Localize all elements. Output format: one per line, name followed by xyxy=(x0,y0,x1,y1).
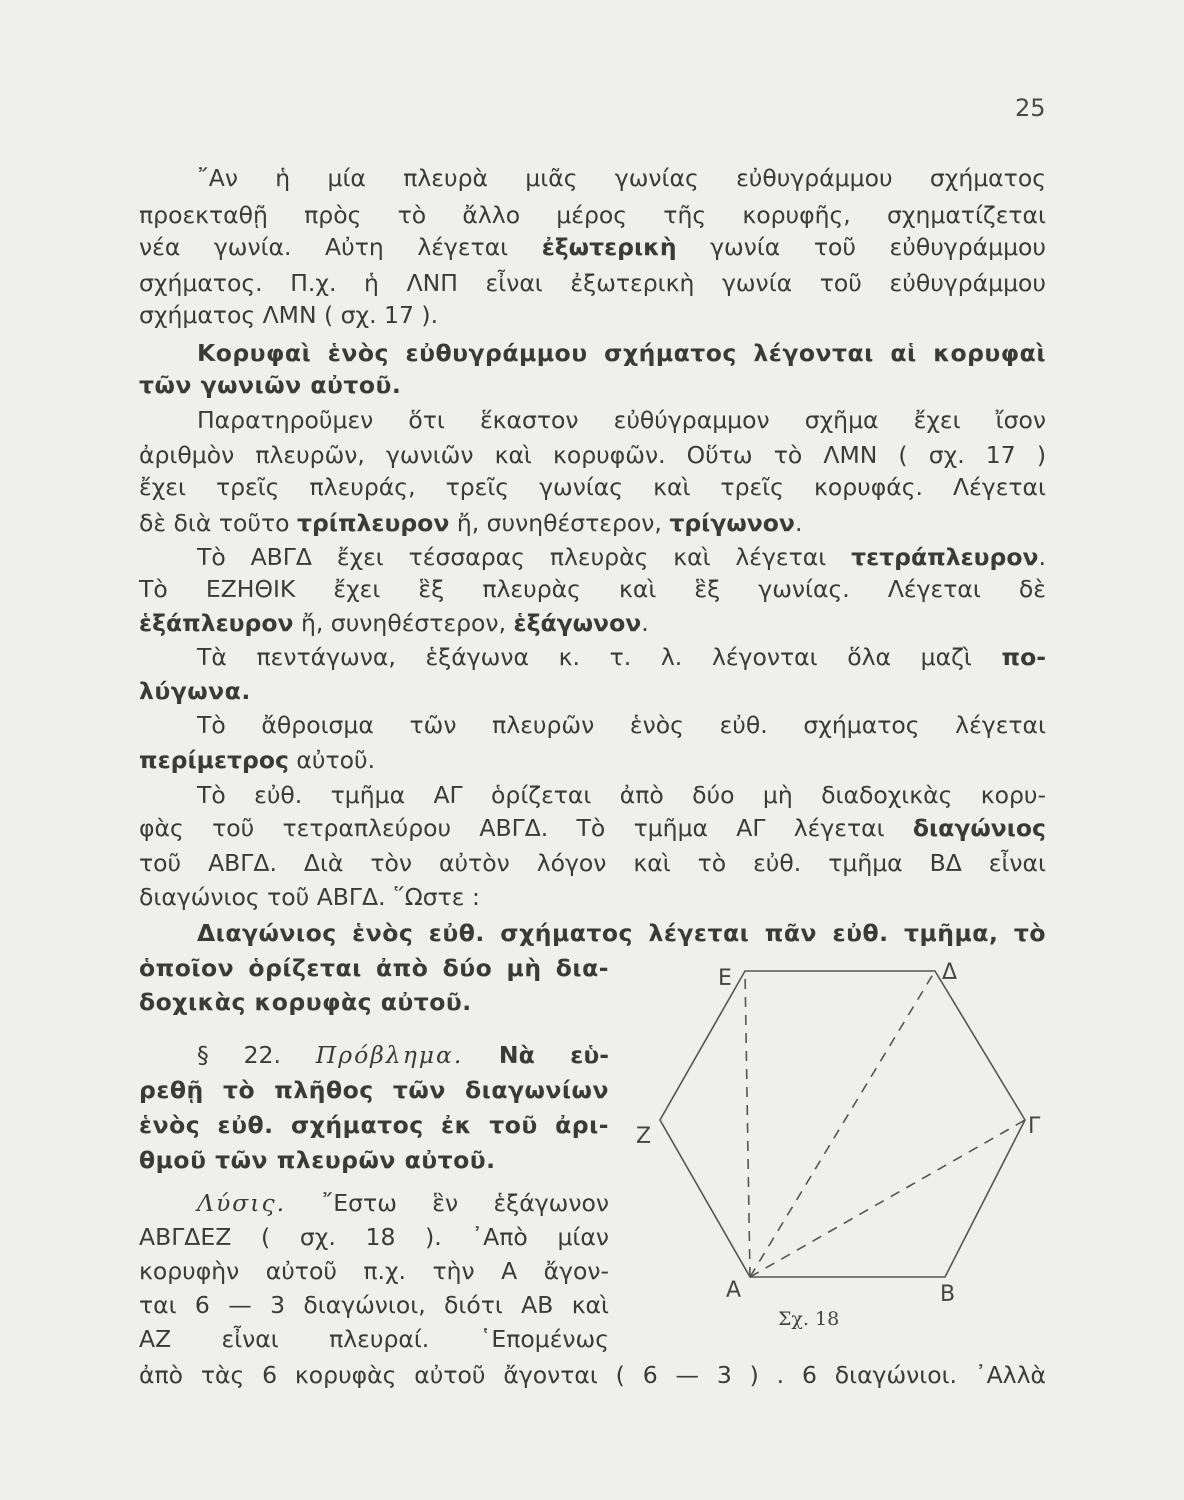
text-line: προεκταθῇ πρὸς τὸ ἄλλο μέρος τῆς κορυφῆς, σχηματίζεται xyxy=(139,201,1046,229)
text-line: διαγώνιος τοῦ ΑΒΓΔ. ῞Ωστε : xyxy=(139,883,480,911)
label-A: Α xyxy=(726,1278,742,1303)
text-line: ἑξάπλευρον ἤ, συνηθέστερον, ἑξάγωνον. xyxy=(139,609,649,637)
text-line: Τὸ εὐθ. τμῆμα ΑΓ ὁρίζεται ἀπὸ δύο μὴ διαδοχικὰς κορυ- xyxy=(197,781,1046,809)
definition-line: δοχικὰς κορυφὰς αὐτοῦ. xyxy=(139,988,472,1016)
solution-line: ΑΒΓΔΕΖ ( σχ. 18 ). ᾿Απὸ μίαν xyxy=(139,1223,609,1251)
hexagon-outline xyxy=(660,971,1025,1277)
text-line: Τὸ ἄθροισμα τῶν πλευρῶν ἑνὸς εὐθ. σχήματος λέγεται xyxy=(197,711,1046,739)
text-line: σχήματος ΛΜΝ ( σχ. 17 ). xyxy=(139,301,439,329)
text-line: σχήματος. Π.χ. ἡ ΛΝΠ εἶναι ἐξωτερικὴ γωνία τοῦ εὐθυγράμμου xyxy=(139,269,1046,297)
label-D: Δ xyxy=(942,960,958,985)
hexagon-figure xyxy=(630,955,1070,1345)
text-line: Τὰ πεντάγωνα, ἑξάγωνα κ. τ. λ. λέγονται ὅλα μαζὶ πο- xyxy=(197,643,1046,671)
definition-line: Διαγώνιος ἑνὸς εὐθ. σχήματος λέγεται πᾶν εὐθ. τμῆμα, τὸ xyxy=(197,919,1046,947)
text-line: τοῦ ΑΒΓΔ. Διὰ τὸν αὐτὸν λόγον καὶ τὸ εὐθ. τμῆμα ΒΔ εἶναι xyxy=(139,849,1046,877)
problem-line: ρεθῇ τὸ πλῆθος τῶν διαγωνίων xyxy=(139,1076,609,1104)
text-line: ἔχει τρεῖς πλευράς, τρεῖς γωνίας καὶ τρεῖς κορυφάς. Λέγεται xyxy=(139,473,1046,501)
text-line: νέα γωνία. Αὐτη λέγεται ἐξωτερικὴ γωνία τοῦ εὐθυγράμμου xyxy=(139,233,1046,261)
text-line: Τὸ ΕΖΗΘΙΚ ἔχει ἓξ πλευρὰς καὶ ἓξ γωνίας. Λέγεται δὲ xyxy=(139,575,1046,603)
problem-line: ἑνὸς εὐθ. σχήματος ἐκ τοῦ ἀρι- xyxy=(139,1111,609,1139)
page-number: 25 xyxy=(1015,94,1046,122)
definition-line: ὁποῖον ὁρίζεται ἀπὸ δύο μὴ δια- xyxy=(139,954,609,982)
problem-heading: § 22. Πρόβλημα. Νὰ εὑ- xyxy=(197,1041,609,1069)
label-Z: Ζ xyxy=(636,1124,652,1149)
problem-line: θμοῦ τῶν πλευρῶν αὐτοῦ. xyxy=(139,1146,496,1174)
definition-line: τῶν γωνιῶν αὐτοῦ. xyxy=(139,371,402,399)
solution-line: ται 6 — 3 διαγώνιοι, διότι ΑΒ καὶ xyxy=(139,1291,609,1319)
figure-caption: Σχ. 18 xyxy=(778,1308,840,1330)
diagonal-AE xyxy=(745,971,750,1277)
term-exterior: ἐξωτερικὴ xyxy=(541,233,677,261)
label-G: Γ xyxy=(1028,1114,1041,1139)
label-E: Ε xyxy=(718,966,732,991)
diagonal-AG xyxy=(750,1120,1025,1277)
text-line: Παρατηροῦμεν ὅτι ἕκαστον εὐθύγραμμον σχῆμα ἔχει ἴσον xyxy=(197,406,1046,434)
solution-line: κορυφὴν αὐτοῦ π.χ. τὴν Α ἄγον- xyxy=(139,1257,609,1285)
label-B: Β xyxy=(940,1282,956,1307)
text-line: ἀριθμὸν πλευρῶν, γωνιῶν καὶ κορυφῶν. Οὕτω τὸ ΛΜΝ ( σχ. 17 ) xyxy=(139,441,1046,469)
text-line: ῎Αν ἡ μία πλευρὰ μιᾶς γωνίας εὐθυγράμμου σχήματος xyxy=(197,164,1046,192)
text-line: λύγωνα. xyxy=(139,677,251,705)
solution-line: ἀπὸ τὰς 6 κορυφὰς αὐτοῦ ἄγονται ( 6 — 3 ) . 6 διαγώνιοι. ᾿Αλλὰ xyxy=(139,1361,1046,1389)
diagonal-AD xyxy=(750,971,935,1277)
solution-line: ΑΖ εἶναι πλευραί. ῾Επομένως xyxy=(139,1325,609,1353)
text-line: Τὸ ΑΒΓΔ ἔχει τέσσαρας πλευρὰς καὶ λέγεται τετράπλευρον. xyxy=(197,543,1046,571)
definition-line: Κορυφαὶ ἑνὸς εὐθυγράμμου σχήματος λέγονται αἱ κορυφαὶ xyxy=(197,339,1046,367)
text-line: φὰς τοῦ τετραπλεύρου ΑΒΓΔ. Τὸ τμῆμα ΑΓ λέγεται διαγώνιος xyxy=(139,814,1046,842)
solution-line: Λύσις. ῎Εστω ἓν ἑξάγωνον xyxy=(197,1189,609,1217)
text-line: δὲ διὰ τοῦτο τρίπλευρον ἤ, συνηθέστερον, τρίγωνον. xyxy=(139,509,803,537)
text-line: περίμετρος αὐτοῦ. xyxy=(139,746,376,774)
